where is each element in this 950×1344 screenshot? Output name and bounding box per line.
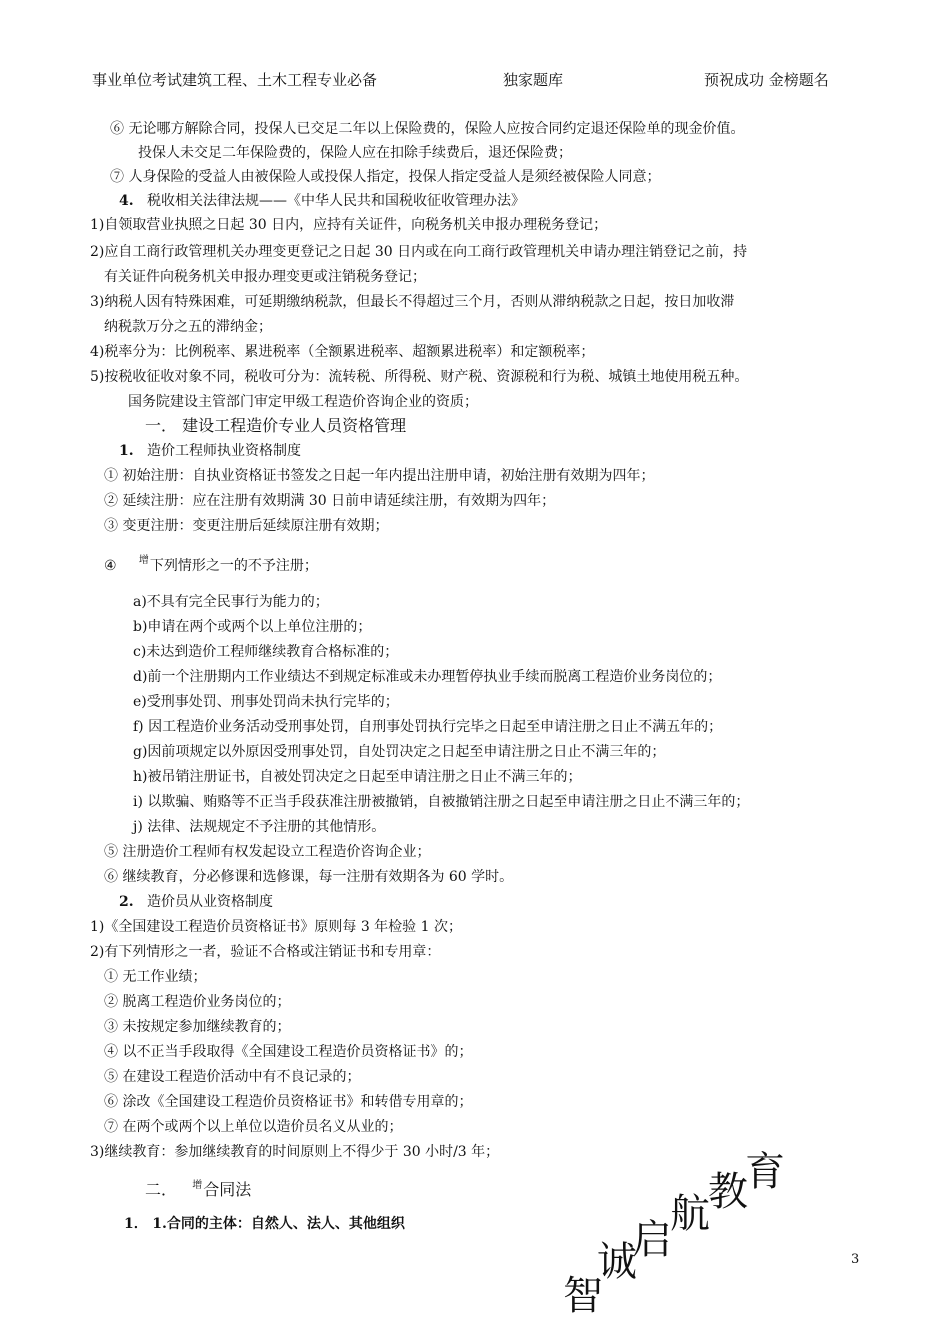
subsection-heading: 造价员从业资格制度 bbox=[146, 894, 273, 910]
text-line: ③ 未按规定参加继续教育的； bbox=[104, 1019, 291, 1035]
text-line: 1)自领取营业执照之日起 30 日内，应持有关证件，向税务机关申报办理税务登记； bbox=[90, 217, 608, 233]
text-line bbox=[119, 892, 273, 912]
watermark-char: 智 bbox=[563, 1273, 603, 1319]
added-mark: 增 bbox=[192, 1180, 203, 1191]
section-number: 1. bbox=[119, 443, 134, 459]
text-line: ① 初始注册：自执业资格证书签发之日起一年内提出注册申请，初始注册有效期为四年； bbox=[104, 468, 655, 484]
section-number: 二． bbox=[145, 1180, 178, 1199]
list-text: 下列情形之一的不予注册； bbox=[149, 558, 318, 574]
text-line: ⑥ 涂改《全国建设工程造价员资格证书》和转借专用章的； bbox=[104, 1094, 473, 1110]
section-number: 1． bbox=[124, 1216, 148, 1232]
section-title: 合同法 bbox=[203, 1180, 252, 1199]
section-number: 4. bbox=[119, 193, 134, 209]
text-line: ④ 以不正当手段取得《全国建设工程造价员资格证书》的； bbox=[104, 1044, 473, 1060]
section-number: 2. bbox=[119, 894, 134, 910]
text-line: c)未达到造价工程师继续教育合格标准的； bbox=[133, 644, 399, 660]
text-line: b)申请在两个或两个以上单位注册的； bbox=[133, 619, 372, 635]
watermark-char: 启 bbox=[632, 1217, 672, 1263]
list-marker: ④ bbox=[104, 558, 117, 574]
text-line: ⑦ 人身保险的受益人由被保险人或投保人指定，投保人指定受益人是须经被保险人同意； bbox=[110, 169, 661, 185]
text-line: ⑥ 继续教育，分必修课和选修课，每一注册有效期各为 60 学时。 bbox=[104, 869, 514, 885]
text-line: 3)纳税人因有特殊困难，可延期缴纳税款，但最长不得超过三个月，否则从滞纳税款之日起，按日加收滞 bbox=[90, 294, 735, 310]
text-line: 国务院建设主管部门审定甲级工程造价咨询企业的资质； bbox=[128, 394, 478, 410]
watermark-char: 航 bbox=[670, 1191, 710, 1237]
text-line: ⑤ 在建设工程造价活动中有不良记录的； bbox=[104, 1069, 361, 1085]
watermark-char: 诚 bbox=[597, 1239, 637, 1285]
subsection-heading: 造价工程师执业资格制度 bbox=[146, 443, 301, 459]
text-line: a)不具有完全民事行为能力的； bbox=[133, 594, 329, 610]
text-line: ② 脱离工程造价业务岗位的； bbox=[104, 994, 291, 1010]
header-center: 独家题库 bbox=[503, 71, 564, 89]
text-line bbox=[124, 1214, 405, 1234]
added-mark: 增 bbox=[138, 555, 149, 566]
text-line: g)因前项规定以外原因受刑事处罚，自处罚决定之日起至申请注册之日止不满三年的； bbox=[133, 744, 666, 760]
text-line: e)受刑事处罚、刑事处罚尚未执行完毕的； bbox=[133, 694, 399, 710]
text-line: i) 以欺骗、贿赂等不正当手段获准注册被撤销，自被撤销注册之日起至申请注册之日止不满三年的； bbox=[133, 794, 750, 810]
watermark-char: 教 bbox=[708, 1169, 748, 1215]
text-line: j) 法律、法规规定不予注册的其他情形。 bbox=[133, 819, 386, 835]
text-line: f) 因工程造价业务活动受刑事处罚，自刑事处罚执行完毕之日起至申请注册之日止不满五年的； bbox=[133, 719, 723, 735]
header-right: 预祝成功 金榜题名 bbox=[704, 71, 829, 89]
section-heading bbox=[145, 1180, 251, 1203]
text-line: ① 无工作业绩； bbox=[104, 969, 207, 985]
section-heading: 一． 建设工程造价专业人员资格管理 bbox=[145, 416, 407, 435]
text-line: 2)应自工商行政管理机关办理变更登记之日起 30 日内或在向工商行政管理机关申请办理注销登记之前，持 bbox=[90, 244, 748, 260]
text-line: 2)有下列情形之一者，验证不合格或注销证书和专用章： bbox=[90, 944, 441, 960]
text-line: 5)按税收征收对象不同，税收可分为：流转税、所得税、财产税、资源税和行为税、城镇土地使用税五种。 bbox=[90, 369, 749, 385]
text-line: 1)《全国建设工程造价员资格证书》原则每 3 年检验 1 次； bbox=[90, 919, 462, 935]
text-line: 3)继续教育：参加继续教育的时间原则上不得少于 30 小时/3 年； bbox=[90, 1144, 500, 1160]
text-line: d)前一个注册期内工作业绩达不到规定标准或未办理暂停执业手续而脱离工程造价业务岗位的； bbox=[133, 669, 722, 685]
text-line: 投保人未交足二年保险费的，保险人应在扣除手续费后，退还保险费； bbox=[138, 145, 572, 161]
header-left: 事业单位考试建筑工程、土木工程专业必备 bbox=[92, 71, 378, 89]
text-line: ⑦ 在两个或两个以上单位以造价员名义从业的； bbox=[104, 1119, 403, 1135]
text-line: ② 延续注册：应在注册有效期满 30 日前申请延续注册，有效期为四年； bbox=[104, 493, 556, 509]
text-line: 4)税率分为：比例税率、累进税率（全额累进税率、超额累进税率）和定额税率； bbox=[90, 344, 595, 360]
page-number: 3 bbox=[851, 1252, 860, 1267]
section-heading: 税收相关法律法规——《中华人民共和国税收征收管理办法》 bbox=[146, 193, 525, 209]
text-line: ③ 变更注册：变更注册后延续原注册有效期； bbox=[104, 518, 389, 534]
text-line bbox=[104, 556, 318, 578]
text-line: ⑥ 无论哪方解除合同，投保人已交足二年以上保险费的，保险人应按合同约定退还保险单的现金价值。 bbox=[110, 121, 745, 137]
text-line: 有关证件向税务机关申报办理变更或注销税务登记； bbox=[104, 269, 426, 285]
text-line: 纳税款万分之五的滞纳金； bbox=[104, 319, 272, 335]
text-line bbox=[119, 441, 301, 461]
watermark-char: 育 bbox=[745, 1149, 785, 1195]
text-line: h)被吊销注册证书，自被处罚决定之日起至申请注册之日止不满三年的； bbox=[133, 769, 582, 785]
text-line: ⑤ 注册造价工程师有权发起设立工程造价咨询企业； bbox=[104, 844, 431, 860]
list-text: 1.合同的主体：自然人、法人、其他组织 bbox=[152, 1216, 405, 1232]
text-line bbox=[119, 191, 525, 211]
